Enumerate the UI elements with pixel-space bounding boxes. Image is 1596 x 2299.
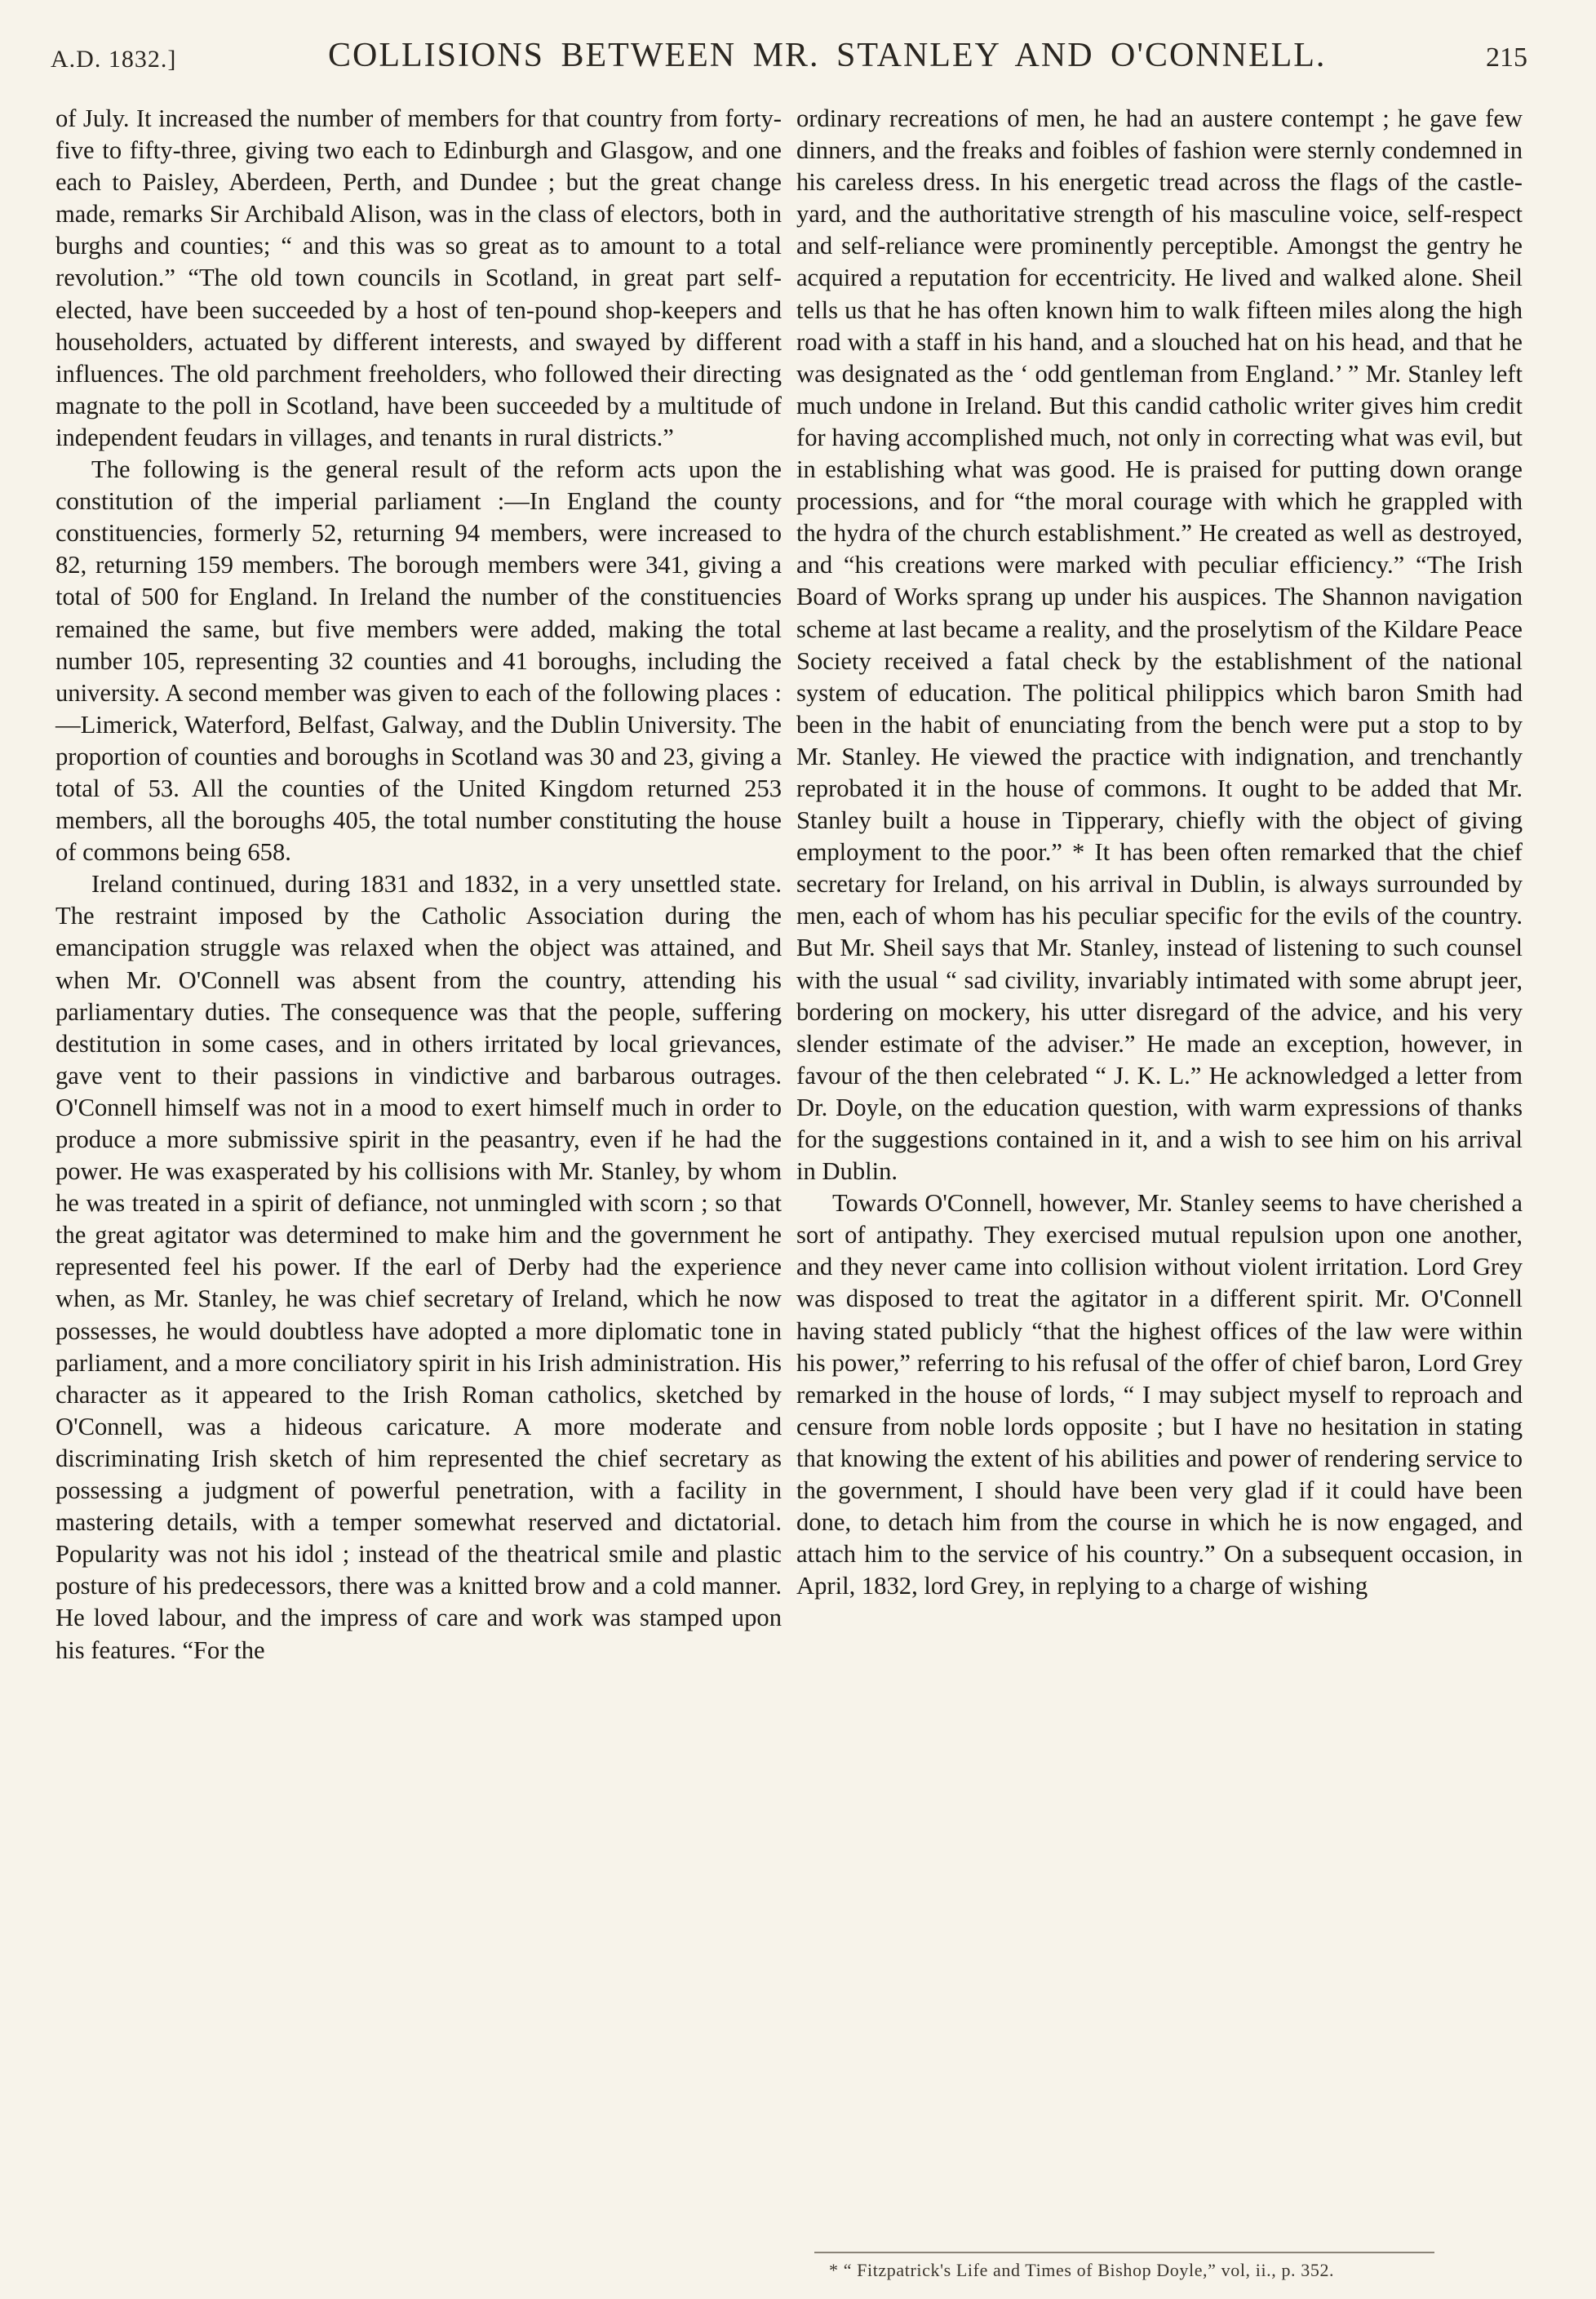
header-title: COLLISIONS BETWEEN MR. STANLEY AND O'CONNELL. xyxy=(328,37,1327,74)
paragraph: of July. It increased the number of members for that country from forty-five to fifty-three, giving two each to Edinburgh and Glasgow, and one each to Paisley, Aberdeen, Perth, and Dundee ; but the great change made, remarks Sir Archibald Alison, was in the class of electors, both in burghs and counties; “ and this was so great as to amount to a total revolution.” “The old town councils in Scotland, in great part self-elected, have been succeeded by a host of ten-pound shop-keepers and householders, actuated by different interests, and swayed by different influences. The old parchment freeholders, who followed their directing magnate to the poll in Scotland, have been succeeded by a multitude of independent feudars in villages, and tenants in rural districts.” xyxy=(55,104,782,451)
left-column xyxy=(55,103,782,1667)
right-column xyxy=(796,103,1523,1602)
page-number: 215 xyxy=(1486,42,1527,73)
paragraph: Towards O'Connell, however, Mr. Stanley seems to have cherished a sort of antipathy. They exercised mutual repulsion upon one another, and they never came into collision without violent irritation. Lord Grey was disposed to treat the agitator in a different spirit. Mr. O'Connell having stated publicly “that the highest offices of the law were within his power,” referring to his refusal of the offer of chief baron, Lord Grey remarked in the house of lords, “ I may subject myself to reproach and censure from noble lords opposite ; but I have no hesitation in stating that knowing the extent of his abilities and power of rendering service to the government, I should have been very glad if it could have been done, to detach him from the course in which he is now engaged, and attach him to the service of his country.” On a subsequent occasion, in April, 1832, lord Grey, in replying to a charge of wishing xyxy=(796,1189,1523,1600)
footnote: * “ Fitzpatrick's Life and Times of Bishop Doyle,” vol, ii., p. 352. xyxy=(829,2260,1335,2280)
paragraph: The following is the general result of the reform acts upon the constitution of the imperial parliament :—In England the county constituencies, formerly 52, returning 94 members, were increased to 82, returning 159 members. The borough members were 341, giving a total of 500 for England. In Ireland the number of the constituencies remained the same, but five members were added, making the total number 105, representing 32 counties and 41 boroughs, including the university. A second member was given to each of the following places :—Limerick, Waterford, Belfast, Galway, and the Dublin University. The proportion of counties and boroughs in Scotland was 30 and 23, giving a total of 53. All the counties of the United Kingdom returned 253 members, all the boroughs 405, the total number constituting the house of commons being 658. xyxy=(55,455,782,867)
running-header xyxy=(51,36,1527,75)
header-date: A.D. 1832.] xyxy=(51,46,177,73)
footnote-divider xyxy=(814,2252,1434,2253)
paragraph: Ireland continued, during 1831 and 1832, in a very unsettled state. The restraint imposed by the Catholic Association during the emancipation struggle was relaxed when the object was attained, and when Mr. O'Connell was absent from the country, attending his parliamentary duties. The consequence was that the people, suffering destitution in some cases, and in others irritated by local grievances, gave vent to their passions in vindictive and barbarous outrages. O'Connell himself was not in a mood to exert himself much in order to produce a more submissive spirit in the peasantry, even if he had the power. He was exasperated by his collisions with Mr. Stanley, by whom he was treated in a spirit of defiance, not unmingled with scorn ; so that the great agitator was determined to make him and the government he represented feel his power. If the earl of Derby had the experience when, as Mr. Stanley, he was chief secretary of Ireland, which he now possesses, he would doubtless have adopted a more diplomatic tone in parliament, and a more conciliatory spirit in his Irish administration. His character as it appeared to the Irish Roman catholics, sketched by O'Connell, was a hideous caricature. A more moderate and discriminating Irish sketch of him represented the chief secretary as possessing a judgment of powerful penetration, with a facility in mastering details, with a temper somewhat reserved and dictatorial. Popularity was not his idol ; instead of the theatrical smile and plastic posture of his predecessors, there was a knitted brow and a cold manner. He loved labour, and the impress of care and work was stamped upon his features. “For the xyxy=(55,870,782,1664)
paragraph: ordinary recreations of men, he had an austere contempt ; he gave few dinners, and the freaks and foibles of fashion were sternly condemned in his careless dress. In his energetic tread across the flags of the castle-yard, and the authoritative strength of his masculine voice, self-respect and self-reliance were prominently perceptible. Amongst the gentry he acquired a reputation for eccentricity. He lived and walked alone. Sheil tells us that he has often known him to walk fifteen miles along the high road with a staff in his hand, and a slouched hat on his head, and that he was designated as the ‘ odd gentleman from England.’ ” Mr. Stanley left much undone in Ireland. But this candid catholic writer gives him credit for having accomplished much, not only in correcting what was evil, but in establishing what was good. He is praised for putting down orange processions, and for “the moral courage with which he grappled with the hydra of the church establishment.” He created as well as destroyed, and “his creations were marked with peculiar efficiency.” “The Irish Board of Works sprang up under his auspices. The Shannon navigation scheme at last became a reality, and the proselytism of the Kildare Peace Society received a fatal check by the establishment of the national system of education. The political philippics which baron Smith had been in the habit of enunciating from the bench were put a stop to by Mr. Stanley. He viewed the practice with indignation, and trenchantly reprobated it in the house of commons. It ought to be added that Mr. Stanley built a house in Tipperary, chiefly with the object of giving employment to the poor.” * It has been often remarked that the chief secretary for Ireland, on his arrival in Dublin, is always surrounded by men, each of whom has his peculiar specific for the evils of the country. But Mr. Sheil says that Mr. Stanley, instead of listening to such counsel with the usual “ sad civility, invariably intimated with some abrupt jeer, bordering on mockery, his utter disregard of the advice, and his very slender estimate of the adviser.” He made an exception, however, in favour of the then celebrated “ J. K. L.” He acknowledged a letter from Dr. Doyle, on the education question, with warm expressions of thanks for the suggestions contained in it, and a wish to see him on his arrival in Dublin. xyxy=(796,104,1523,1186)
